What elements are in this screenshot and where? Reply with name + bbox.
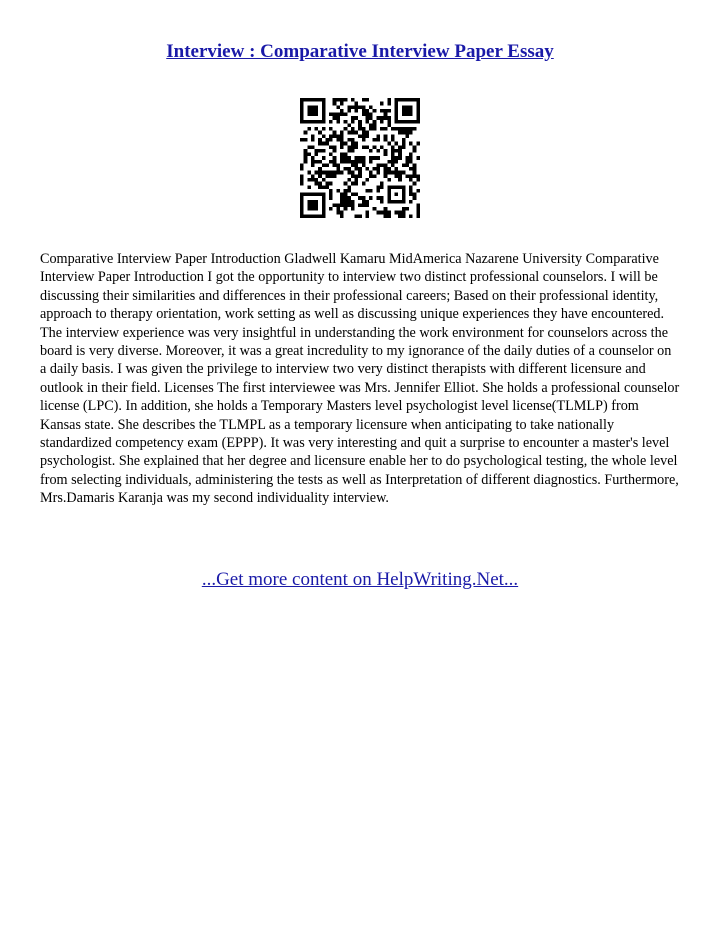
essay-excerpt-text: Comparative Interview Paper Introduction Gladwell Kamaru MidAmerica Nazarene University Comparative Interview Paper Introduction I got the opportunity to interview two distinct professional counselors. I will be discussing their similarities and differences in their professional careers; Based on their professional identity, approach to therapy orientation, work setting as well as discussing unique experiences they have encountered. The interview experience was very insightful in understanding the work environment for counselors across the board is very diverse. Moreover, it was a great incredulity to my ignorance of the daily duties of a counselor on a daily basis. I was given the privilege to interview two very distinct therapists with different licensure and outlook in their field. Licenses The first interviewee was Mrs. Jennifer Elliot. She holds a professional counselor license (LPC). In addition, she holds a Temporary Masters level psychologist level license(TLMLP) from Kansas state. She describes the TLMPL as a temporary licensure when anticipating to take nationally standardized competency exam (EPPP). It was very interesting and quit a surprise to encounter a master's level psychologist. She explained that her degree and licensure enable her to do psychological testing, the whole level from selecting individuals, administering the tests as well as Interpretation of different diagnostics. Furthermore, Mrs.Damaris Karanja was my second individuality interview.	[40, 251, 680, 507]
get-more-content-link[interactable]: ...Get more content on HelpWriting.Net...	[201, 569, 519, 590]
page-title-link[interactable]: Interview : Comparative Interview Paper Essay	[166, 41, 554, 62]
qr-code-icon	[300, 98, 420, 218]
